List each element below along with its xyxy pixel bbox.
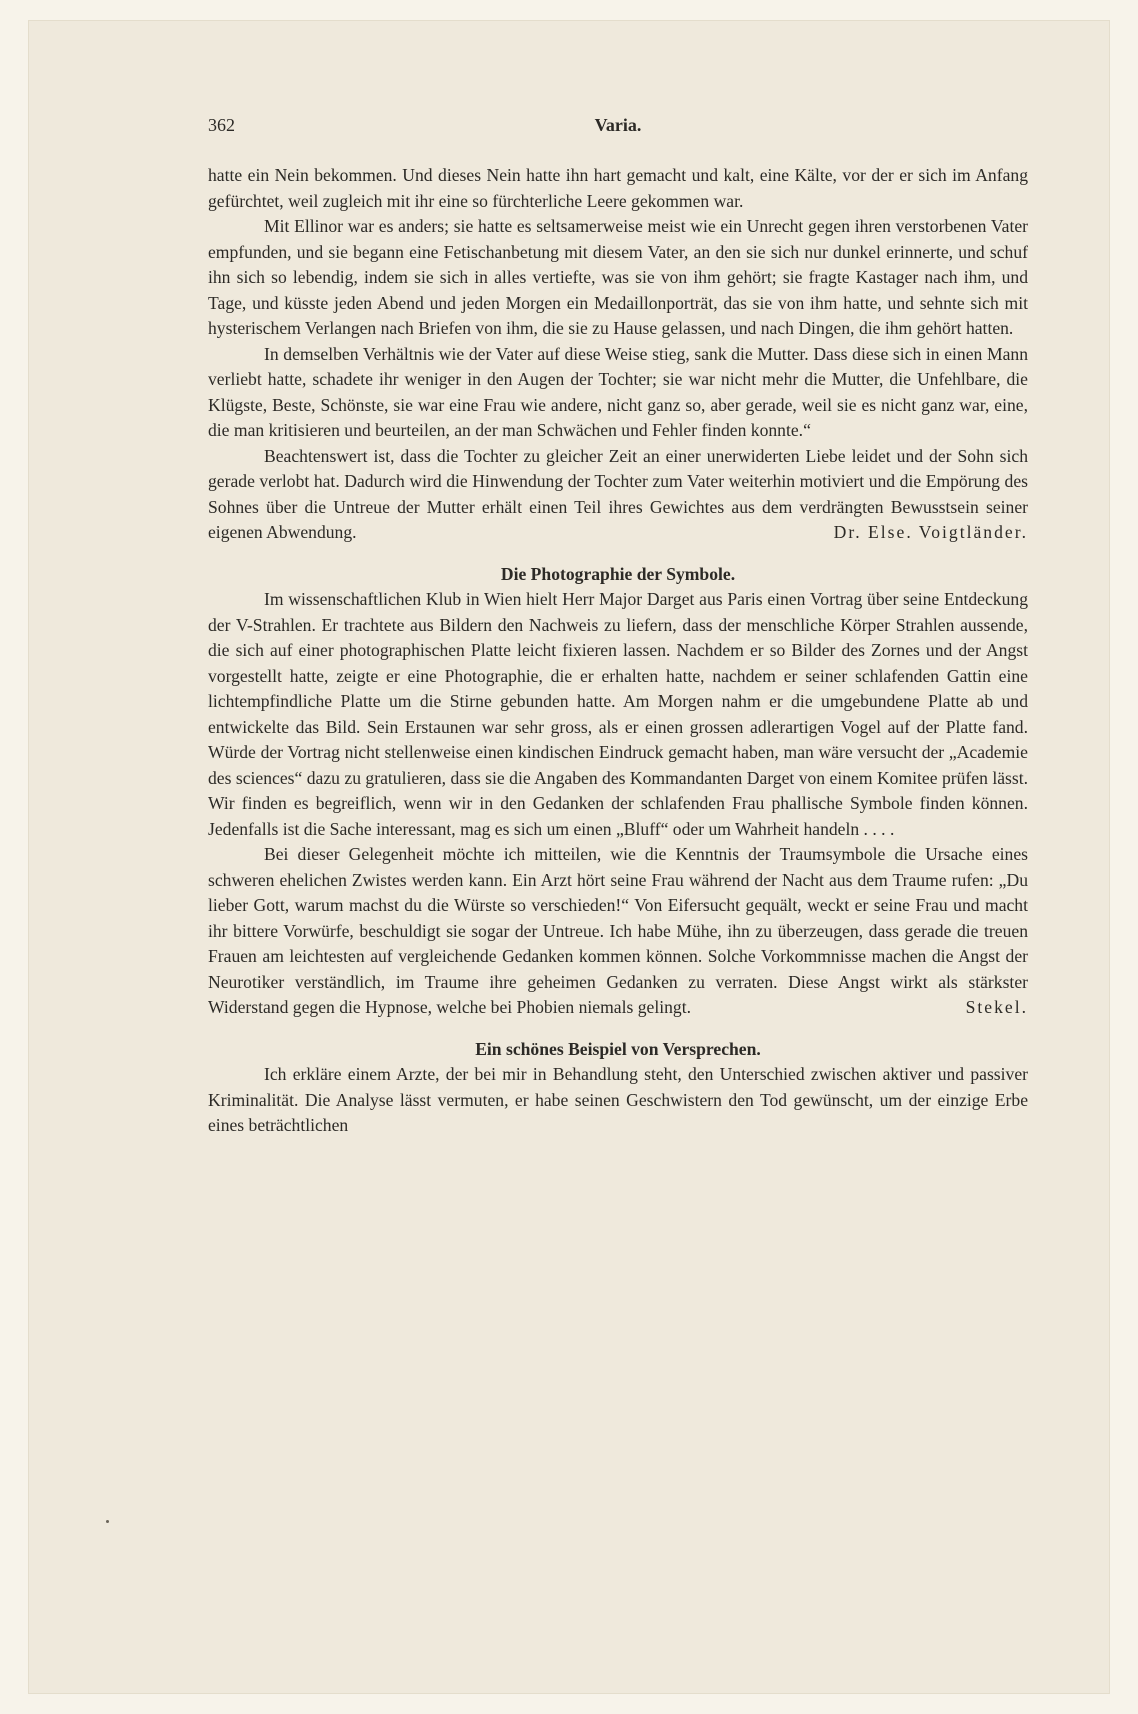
paragraph-text: Beachtenswert ist, dass die Tochter zu gleicher Zeit an einer unerwiderten Liebe leidet und der Sohn sich gerade verlobt hat. Dadurch wird die Hinwendung der Tochter zum Vater weiterhin motiviert und die Empörung des Sohnes über die Untreue der Mutter erhält einen Teil ihres Gewichtes aus dem verdrängten Bewusstsein seiner eigenen Abwendung. (208, 445, 1028, 542)
paragraph: In demselben Verhältnis wie der Vater auf diese Weise stieg, sank die Mutter. Dass diese sich in einen Mann verliebt hatte, schadete ihr weniger in den Augen der Tochter; sie war nicht mehr die Mutter, die Unfehlbare, die Klügste, Beste, Schönste, sie war eine Frau wie andere, nicht ganz so, aber gerade, weil sie es nicht ganz war, eine, die man kritisieren und beurteilen, an der man Schwächen und Fehler finden konnte.“ (208, 343, 1028, 440)
paragraph-with-signature (208, 842, 1028, 1021)
paragraph-text: Bei dieser Gelegenheit möchte ich mitteilen, wie die Kenntnis der Traumsymbole die Ursache eines schweren ehelichen Zwistes werden kann. Ein Arzt hört seine Frau während der Nacht aus dem Traume rufen: „Du lieber Gott, warum machst du die Würste so verschieden!“ Von Eifersucht gequält, weckt er seine Frau und macht ihr bittere Vorwürfe, beschuldigt sie sogar der Untreue. Ich habe Mühe, ihn zu überzeugen, dass gerade die treuen Frauen am leichtesten auf vergleichende Gedanken kommen können. Solche Vorkommnisse machen die Angst der Neurotiker verständlich, im Traume ihre geheimen Gedanken zu verraten. Diese Angst wirkt als stärkster Widerstand gegen die Hypnose, welche bei Phobien niemals gelingt. (208, 844, 1028, 1017)
paragraph-with-signature (208, 444, 1028, 546)
section-title: Ein schönes Beispiel von Versprechen. (475, 1038, 761, 1059)
body-text (208, 163, 1028, 1139)
page-header (208, 115, 1028, 143)
author-signature: Stekel. (965, 997, 1028, 1017)
scan-speck (106, 1520, 109, 1523)
paragraph: Ich erkläre einem Arzte, der bei mir in Behandlung steht, den Unterschied zwischen aktiver und passiver Kriminalität. Die Analyse lässt vermuten, er habe seinen Geschwistern den Tod gewünscht, um der einzige Erbe eines beträchtlichen (208, 1064, 1028, 1135)
paragraph (208, 444, 1028, 546)
section-title: Die Photographie der Symbole. (500, 563, 736, 584)
paragraph (208, 842, 1028, 1021)
paragraph: Mit Ellinor war es anders; sie hatte es seltsamerweise meist wie ein Unrecht gegen ihren verstorbenen Vater empfunden, und sie begann eine Fetischanbetung mit diesem Vater, an den sie sich nur dunkel erinnerte, und schuf ihn sich so lebendig, indem sie sich in alles vertiefte, was sie von ihm gehört; sie fragte Kastager nach ihm, und Tage, und küsste jeden Abend und jeden Morgen ein Medaillonporträt, das sie von ihm hatte, und sehnte sich mit hysterischem Verlangen nach Briefen von ihm, die sie zu Hause gelassen, und nach Dingen, die ihm gehört hatten. (208, 216, 1028, 338)
author-signature: Dr. Else. Voigtländer. (833, 522, 1028, 542)
paragraph: hatte ein Nein bekommen. Und dieses Nein hatte ihn hart gemacht und kalt, eine Kälte, vor der er sich im Anfang gefürchtet, weil zugleich mit ihr eine so fürchterliche Leere gekommen war. (208, 165, 1028, 211)
paragraph: Im wissenschaftlichen Klub in Wien hielt Herr Major Darget aus Paris einen Vortrag über seine Entdeckung der V-Strahlen. Er trachtete aus Bildern den Nachweis zu liefern, dass der menschliche Körper Strahlen aussende, die sich auf einer photographischen Platte leicht fixieren lassen. Nachdem er so Bilder des Zornes und der Angst vorgestellt hatte, zeigte er eine Photographie, die er erhalten hatte, nachdem er seiner schlafenden Gattin eine lichtempfindliche Platte um die Stirne gebunden hatte. Am Morgen nahm er die umgebundene Platte ab und entwickelte das Bild. Sein Erstaunen war sehr gross, als er einen grossen adlerartigen Vogel auf der Platte fand. Würde der Vortrag nicht stellenweise einen kindischen Eindruck gemacht haben, man wäre versucht der „Academie des sciences“ dazu zu gratulieren, dass sie die Angaben des Kommandanten Darget von einem Komitee prüfen lässt. Wir finden es begreiflich, wenn wir in den Gedanken der schlafenden Frau phallische Symbole finden können. Jedenfalls ist die Sache interessant, mag es sich um einen „Bluff“ oder um Wahrheit handeln . . . . (208, 589, 1028, 839)
page-number: 362 (208, 115, 235, 135)
running-title: Varia. (594, 115, 642, 135)
